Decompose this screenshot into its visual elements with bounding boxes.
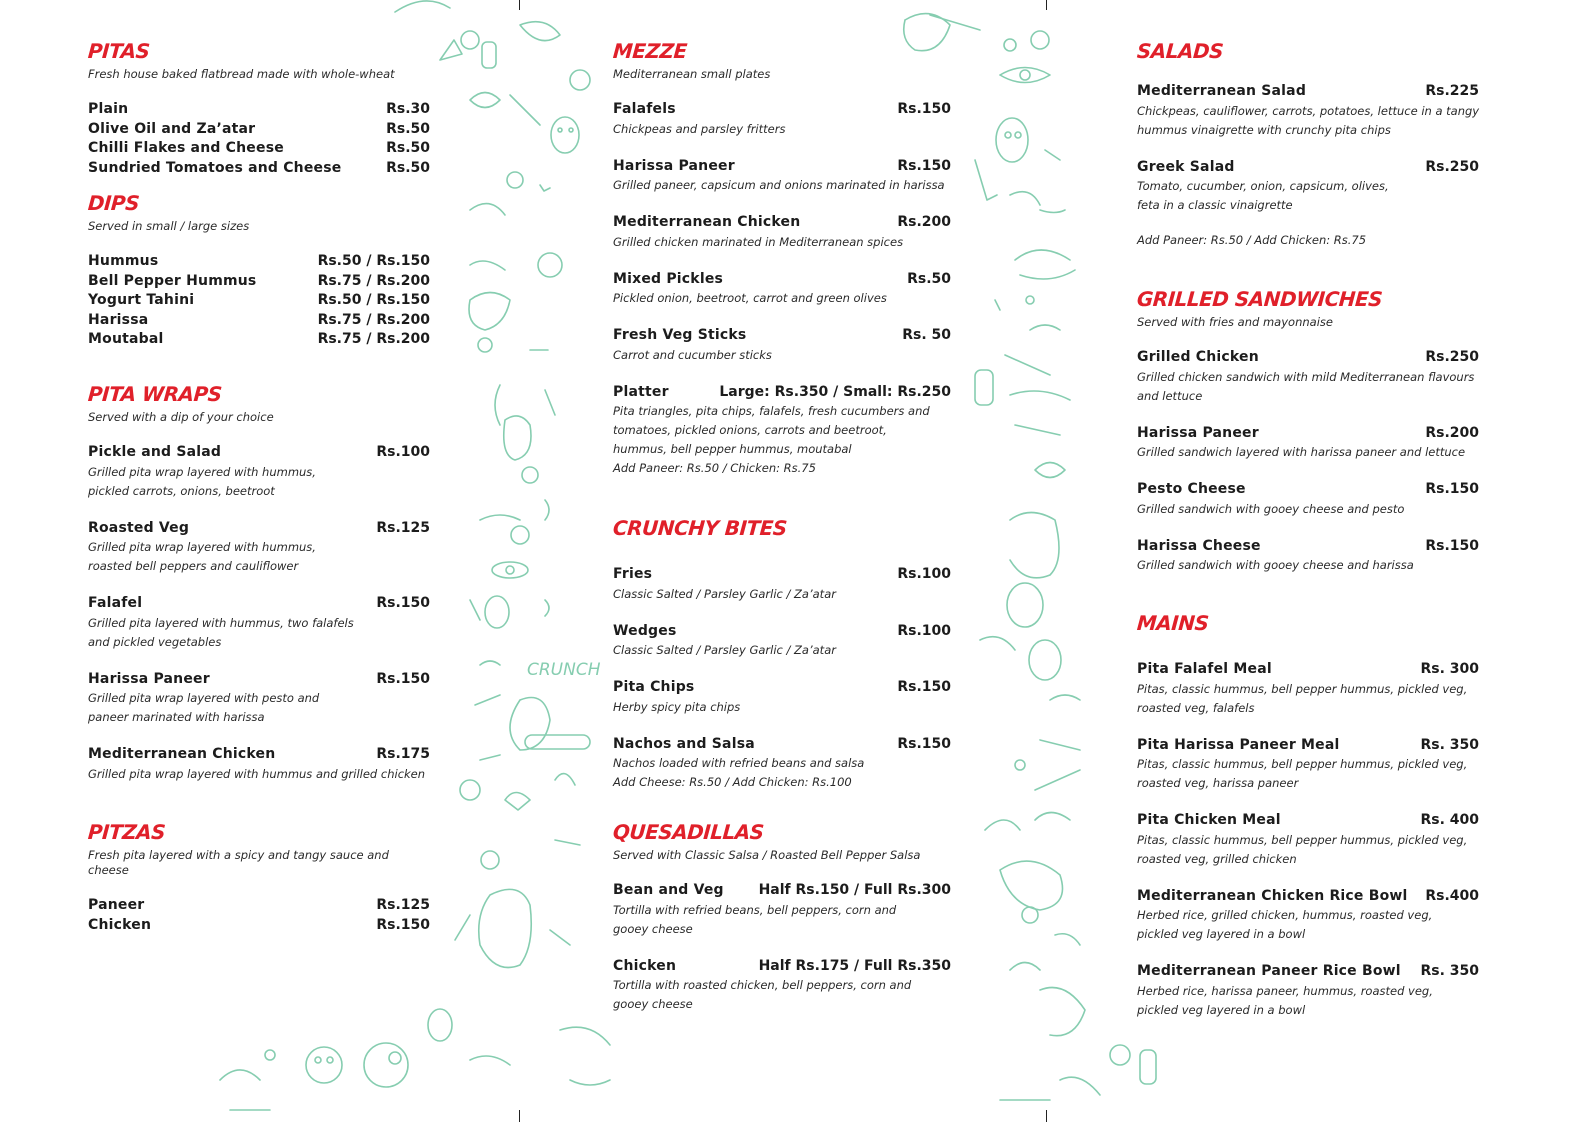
item-list — [88, 100, 430, 178]
item-price: Rs.150 — [376, 670, 430, 687]
item-name: Pita Falafel Meal — [1137, 661, 1272, 677]
item-description — [1137, 177, 1479, 215]
desc-line: Add Cheese: Rs.50 / Add Chicken: Rs.100 — [613, 775, 852, 789]
item-description — [613, 641, 951, 660]
item-description — [613, 289, 951, 308]
item-price: Rs.400 — [1425, 887, 1479, 904]
section-subtitle: Mediterranean small plates — [613, 67, 771, 81]
desc-line: Chickpeas and parsley fritters — [613, 121, 786, 136]
item-price: Rs.75 / Rs.200 — [317, 331, 430, 347]
item-name: Platter — [613, 383, 669, 400]
item-description — [88, 689, 430, 727]
section-title: QUESADILLAS — [612, 820, 765, 844]
desc-line: Herbed rice, grilled chicken, hummus, roasted veg, — [1137, 908, 1433, 922]
section-title: MAINS — [1136, 611, 1210, 635]
menu-item — [613, 326, 951, 365]
item-name: Pita Harissa Paneer Meal — [1137, 736, 1340, 753]
item-name: Roasted Veg — [88, 519, 190, 536]
menu-item — [613, 678, 951, 717]
item-description — [1137, 443, 1479, 462]
desc-line: Grilled sandwich layered with harissa paneer and lettuce — [1137, 445, 1466, 459]
menu-item — [1137, 660, 1479, 718]
item-list — [88, 252, 430, 350]
item-price: Rs.100 — [376, 444, 430, 460]
item-description — [88, 614, 430, 652]
item-description — [613, 176, 951, 195]
desc-line: Grilled pita wrap layered with pesto and — [88, 691, 320, 705]
menu-item — [88, 594, 430, 652]
item-name: Mediterranean Paneer Rice Bowl — [1137, 963, 1401, 979]
item-list — [613, 881, 951, 1014]
item-name: Pita Chicken Meal — [1137, 812, 1281, 828]
desc-line: and pickled vegetables — [88, 634, 222, 649]
section-subtitle: Served with a dip of your choice — [88, 410, 274, 424]
item-name: Harissa Cheese — [1137, 537, 1261, 554]
menu-item — [613, 565, 951, 604]
desc-line: Grilled paneer, capsicum and onions marinated in harissa — [613, 178, 945, 192]
item-price: Large: Rs.350 / Small: Rs.250 — [719, 383, 951, 400]
desc-line: pickled veg layered in a bowl — [1137, 1002, 1306, 1017]
desc-line: gooey cheese — [613, 997, 693, 1011]
menu-item — [1137, 887, 1479, 945]
item-description — [1137, 556, 1479, 575]
fold-mark — [1046, 1110, 1047, 1122]
item-price: Rs.150 — [1425, 537, 1479, 554]
item-price: Rs.100 — [897, 566, 951, 582]
menu-item — [88, 916, 430, 936]
item-price: Rs. 400 — [1420, 812, 1479, 828]
section-salads — [1137, 38, 1479, 250]
section-subtitle: Fresh pita layered with a spicy and tangy sauce and cheese — [88, 848, 389, 877]
menu-item — [88, 272, 430, 292]
desc-line: Tomato, cucumber, onion, capsicum, olives, — [1137, 179, 1389, 193]
menu-item — [1137, 158, 1479, 216]
item-price: Rs.250 — [1425, 158, 1479, 175]
item-name: Mediterranean Chicken — [88, 746, 276, 762]
desc-line: Grilled chicken marinated in Mediterranean spices — [613, 234, 904, 249]
menu-item — [1137, 82, 1479, 140]
menu-item — [88, 252, 430, 272]
item-list — [613, 565, 951, 792]
item-name: Greek Salad — [1137, 158, 1235, 175]
item-description — [88, 463, 430, 501]
menu-item — [88, 120, 430, 140]
item-description — [1137, 680, 1479, 718]
desc-line: roasted veg, grilled chicken — [1137, 851, 1297, 866]
desc-line: Classic Salted / Parsley Garlic / Za’atar — [613, 586, 836, 601]
menu-item — [613, 270, 951, 309]
item-description — [1137, 102, 1479, 140]
item-price: Rs.30 — [386, 101, 430, 117]
section-mezze — [613, 38, 951, 496]
item-price: Rs. 350 — [1420, 963, 1479, 979]
section-mains — [1137, 610, 1479, 1038]
item-list — [1137, 82, 1479, 215]
item-price: Rs.250 — [1425, 349, 1479, 365]
item-list — [613, 100, 951, 478]
desc-line: Grilled chicken sandwich with mild Mediterranean flavours — [1137, 369, 1475, 384]
item-price: Rs.150 — [1425, 481, 1479, 497]
section-subtitle: Served with fries and mayonnaise — [1137, 315, 1333, 329]
menu-item — [1137, 480, 1479, 519]
fold-mark — [519, 1110, 520, 1122]
item-name: Yogurt Tahini — [88, 292, 195, 308]
item-price: Rs.50 — [907, 270, 951, 287]
menu-item — [1137, 736, 1479, 794]
section-subtitle: Served in small / large sizes — [88, 219, 250, 233]
item-list — [88, 896, 430, 935]
item-description — [1137, 500, 1479, 519]
menu-item — [88, 519, 430, 577]
desc-line: feta in a classic vinaigrette — [1137, 198, 1293, 212]
item-description — [613, 402, 951, 478]
item-name: Falafel — [88, 595, 143, 611]
item-list — [1137, 660, 1479, 1020]
item-price: Rs.150 — [897, 157, 951, 174]
item-description — [88, 765, 430, 784]
section-title: DIPS — [87, 191, 140, 215]
menu-item — [88, 670, 430, 728]
menu-item — [88, 100, 430, 120]
menu-item — [88, 291, 430, 311]
item-price: Rs.150 — [376, 916, 430, 933]
item-name: Sundried Tomatoes and Cheese — [88, 159, 342, 176]
item-name: Fries — [613, 566, 653, 582]
desc-line: pickled carrots, onions, beetroot — [88, 483, 275, 498]
menu-item — [613, 622, 951, 661]
desc-line: Classic Salted / Parsley Garlic / Za’atar — [613, 643, 836, 657]
item-description — [1137, 982, 1479, 1020]
section-title: MEZZE — [612, 39, 688, 63]
section-crunchy-bites — [613, 515, 951, 810]
item-name: Moutabal — [88, 331, 164, 347]
menu-item — [1137, 424, 1479, 463]
section-title: PITAS — [87, 39, 151, 63]
item-name: Plain — [88, 101, 129, 117]
desc-line: Herbed rice, harissa paneer, hummus, roasted veg, — [1137, 983, 1433, 998]
item-name: Mediterranean Salad — [1137, 83, 1307, 99]
item-price: Half Rs.150 / Full Rs.300 — [758, 882, 951, 898]
desc-line: Pitas, classic hummus, bell pepper hummus, pickled veg, — [1137, 832, 1468, 847]
item-price: Rs.50 — [386, 140, 430, 156]
menu-item — [88, 896, 430, 916]
section-pita-wraps — [88, 381, 430, 802]
desc-line: Tortilla with roasted chicken, bell peppers, corn and — [613, 978, 912, 992]
menu-item — [613, 383, 951, 479]
item-name: Pesto Cheese — [1137, 481, 1246, 497]
menu-item — [613, 100, 951, 139]
section-pitzas — [88, 819, 430, 935]
item-price: Rs.125 — [376, 897, 430, 913]
item-name: Falafels — [613, 101, 676, 117]
item-price: Rs.125 — [376, 519, 430, 536]
menu-item — [88, 139, 430, 159]
desc-line: Add Paneer: Rs.50 / Chicken: Rs.75 — [613, 461, 816, 475]
section-dips — [88, 190, 430, 350]
desc-line: and lettuce — [1137, 388, 1203, 403]
item-name: Mixed Pickles — [613, 270, 724, 287]
item-name: Paneer — [88, 897, 145, 913]
menu-item — [613, 157, 951, 196]
item-price: Rs.150 — [897, 735, 951, 752]
item-price: Half Rs.175 / Full Rs.350 — [758, 957, 951, 974]
item-price: Rs. 50 — [902, 327, 951, 343]
desc-line: Pickled onion, beetroot, carrot and green olives — [613, 291, 887, 305]
item-name: Wedges — [613, 622, 677, 639]
item-name: Fresh Veg Sticks — [613, 327, 747, 343]
item-name: Chilli Flakes and Cheese — [88, 140, 284, 156]
item-price: Rs.175 — [376, 746, 430, 762]
item-price: Rs.225 — [1425, 83, 1479, 99]
section-title: PITA WRAPS — [87, 382, 223, 406]
item-description — [613, 754, 951, 792]
desc-line: hummus vinaigrette with crunchy pita chips — [1137, 122, 1391, 137]
desc-line: roasted bell peppers and cauliflower — [88, 559, 299, 573]
menu-item — [1137, 962, 1479, 1020]
menu-item — [1137, 348, 1479, 406]
menu-item — [88, 745, 430, 784]
desc-line: Carrot and cucumber sticks — [613, 347, 772, 362]
item-price: Rs.50 / Rs.150 — [317, 253, 430, 269]
item-price: Rs. 300 — [1420, 661, 1479, 677]
item-name: Chicken — [613, 957, 677, 974]
item-price: Rs.150 — [897, 101, 951, 117]
section-subtitle: Served with Classic Salsa / Roasted Bell Pepper Salsa — [613, 848, 921, 862]
section-title: GRILLED SANDWICHES — [1136, 287, 1384, 311]
item-name: Chicken — [88, 916, 152, 933]
item-name: Olive Oil and Za’atar — [88, 120, 256, 137]
desc-line: Grilled pita layered with hummus, two falafels — [88, 615, 354, 630]
menu-item — [613, 735, 951, 793]
menu-item — [1137, 811, 1479, 869]
section-title: SALADS — [1136, 39, 1224, 63]
item-description — [613, 346, 951, 365]
item-name: Mediterranean Chicken — [613, 214, 801, 230]
desc-line: Grilled sandwich with gooey cheese and pesto — [1137, 501, 1405, 516]
item-name: Grilled Chicken — [1137, 349, 1259, 365]
item-list — [88, 443, 430, 784]
desc-line: paneer marinated with harissa — [88, 710, 265, 724]
item-description — [1137, 368, 1479, 406]
item-description — [613, 698, 951, 717]
section-grilled-sandwiches — [1137, 286, 1479, 593]
menu-item — [88, 443, 430, 501]
item-price: Rs.200 — [1425, 424, 1479, 441]
desc-line: gooey cheese — [613, 921, 693, 936]
item-name: Harissa Paneer — [88, 670, 210, 687]
desc-line: Nachos loaded with refried beans and salsa — [613, 756, 865, 770]
menu-item — [88, 159, 430, 179]
item-description — [613, 120, 951, 139]
item-price: Rs.75 / Rs.200 — [317, 272, 430, 289]
item-price: Rs.200 — [897, 214, 951, 230]
item-name: Mediterranean Chicken Rice Bowl — [1137, 887, 1408, 904]
item-price: Rs.50 / Rs.150 — [317, 292, 430, 308]
fold-mark — [519, 0, 520, 10]
item-name: Pickle and Salad — [88, 444, 222, 460]
desc-line: Grilled sandwich with gooey cheese and harissa — [1137, 558, 1414, 572]
item-description — [613, 585, 951, 604]
menu-item — [613, 213, 951, 252]
menu-item — [613, 957, 951, 1015]
section-title: CRUNCHY BITES — [612, 516, 788, 540]
item-description — [613, 233, 951, 252]
item-name: Harissa Paneer — [613, 157, 735, 174]
section-pitas — [88, 38, 430, 178]
item-price: Rs.150 — [376, 595, 430, 611]
menu-item — [1137, 537, 1479, 576]
section-title: PITZAS — [87, 820, 166, 844]
item-description — [1137, 906, 1479, 944]
item-price: Rs.100 — [897, 622, 951, 639]
desc-line: Pitas, classic hummus, bell pepper hummus, pickled veg, — [1137, 681, 1468, 696]
fold-mark — [1046, 0, 1047, 10]
item-description — [613, 901, 951, 939]
item-name: Hummus — [88, 253, 159, 269]
item-name: Nachos and Salsa — [613, 735, 755, 752]
add-on-note: Add Paneer: Rs.50 / Add Chicken: Rs.75 — [1137, 233, 1367, 247]
item-price: Rs.75 / Rs.200 — [317, 311, 430, 328]
item-description — [1137, 755, 1479, 793]
menu-item — [88, 330, 430, 350]
item-price: Rs.150 — [897, 679, 951, 695]
item-price: Rs. 350 — [1420, 736, 1479, 753]
desc-line: Grilled pita wrap layered with hummus, — [88, 540, 316, 554]
item-name: Harissa — [88, 311, 149, 328]
menu-item — [88, 311, 430, 331]
item-price: Rs.50 — [386, 159, 430, 176]
desc-line: roasted veg, falafels — [1137, 700, 1255, 715]
desc-line: Grilled pita wrap layered with hummus, — [88, 464, 316, 479]
item-description — [88, 538, 430, 576]
item-name: Bell Pepper Hummus — [88, 272, 257, 289]
section-subtitle: Fresh house baked flatbread made with whole-wheat — [88, 67, 395, 81]
desc-line: Herby spicy pita chips — [613, 699, 741, 714]
item-price: Rs.50 — [386, 120, 430, 137]
item-list — [1137, 348, 1479, 575]
doodle-crunch-text: CRUNCH — [527, 660, 601, 680]
desc-line: roasted veg, harissa paneer — [1137, 776, 1299, 790]
desc-line: Grilled pita wrap layered with hummus and grilled chicken — [88, 766, 426, 781]
item-name: Harissa Paneer — [1137, 424, 1259, 441]
item-description — [613, 976, 951, 1014]
desc-line: Pitas, classic hummus, bell pepper hummus, pickled veg, — [1137, 757, 1468, 771]
item-name: Pita Chips — [613, 679, 695, 695]
desc-line: Pita triangles, pita chips, falafels, fresh cucumbers and — [613, 404, 930, 418]
item-name: Bean and Veg — [613, 882, 724, 898]
menu-item — [613, 881, 951, 939]
desc-line: pickled veg layered in a bowl — [1137, 927, 1306, 941]
item-description — [1137, 831, 1479, 869]
desc-line: Chickpeas, cauliflower, carrots, potatoes, lettuce in a tangy — [1137, 103, 1480, 118]
desc-line: tomatoes, pickled onions, carrots and beetroot, — [613, 423, 887, 437]
section-quesadillas — [613, 819, 951, 1032]
desc-line: Tortilla with refried beans, bell peppers, corn and — [613, 902, 897, 917]
desc-line: hummus, bell pepper hummus, moutabal — [613, 442, 852, 456]
